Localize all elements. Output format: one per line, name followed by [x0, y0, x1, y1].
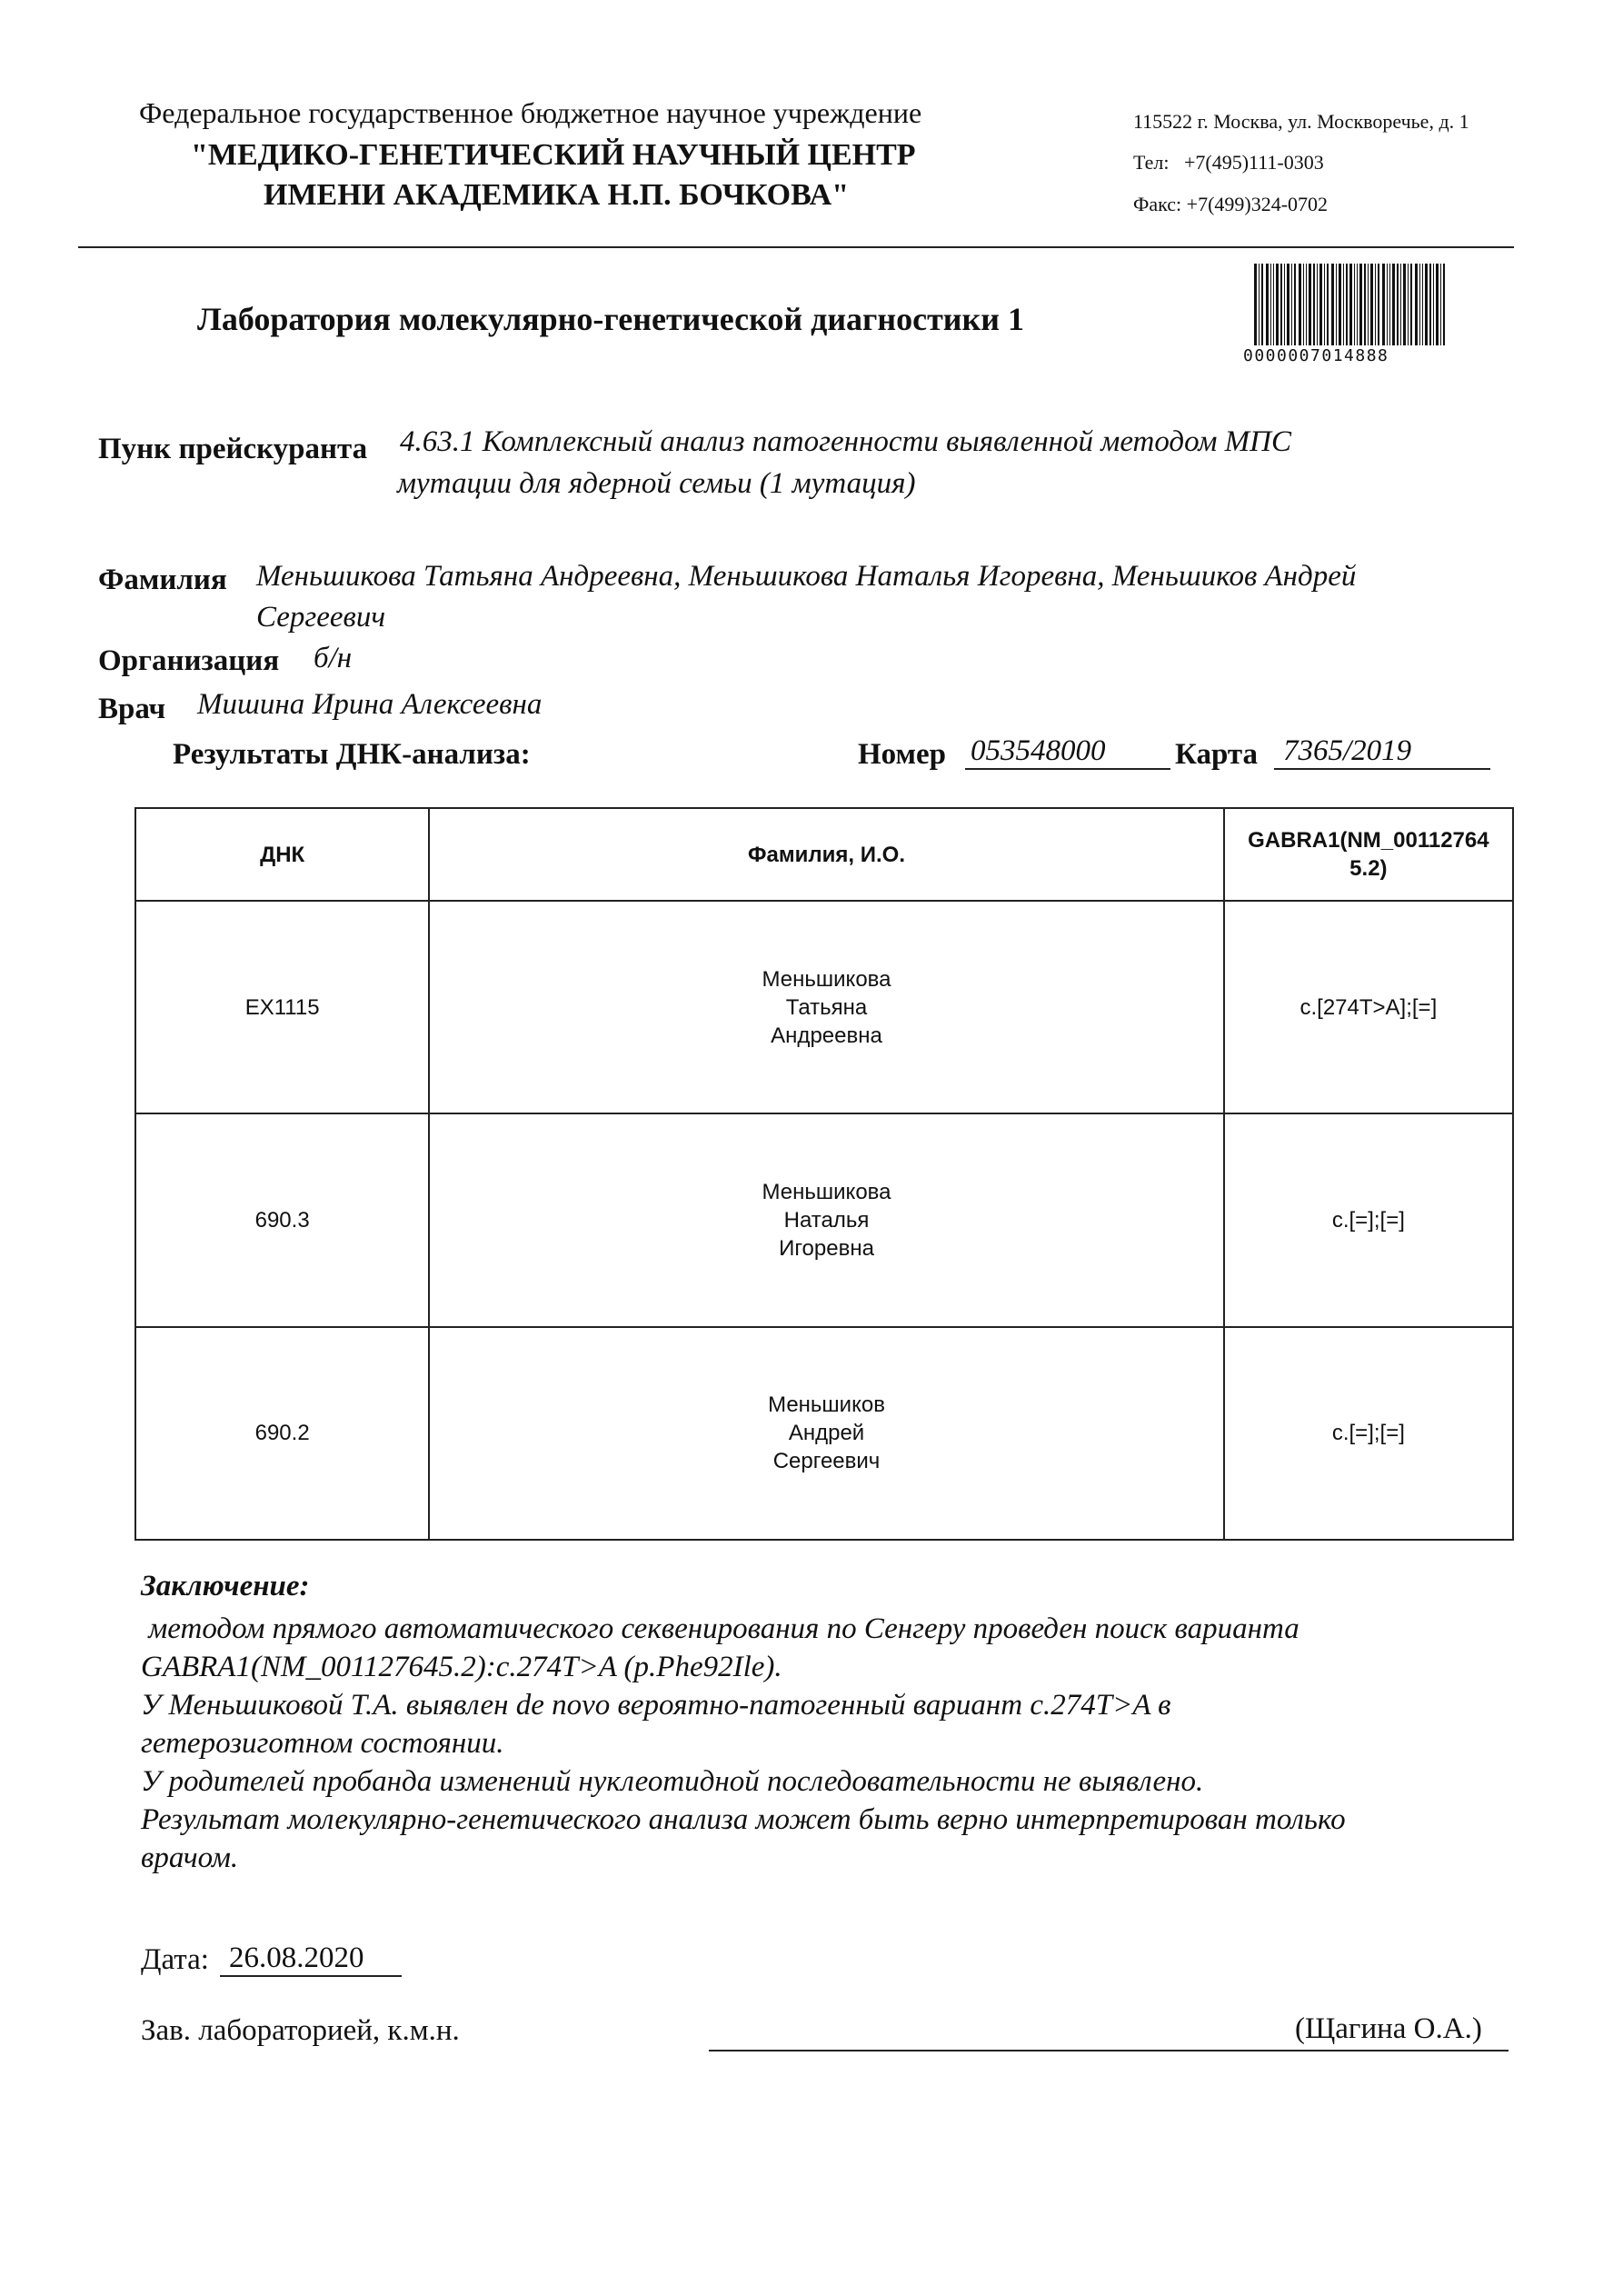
name-line: Меньшикова [762, 966, 891, 992]
date-label: Дата: [141, 1943, 209, 1976]
table-row [135, 1113, 1513, 1326]
table-row [135, 1327, 1513, 1540]
conclusion-line: методом прямого автоматического секвенирования по Сенгеру проведен поиск варианта [141, 1612, 1299, 1645]
signature-line [709, 2050, 1508, 2051]
cell-result: c.[274T>A];[=] [1224, 901, 1513, 1113]
name-line: Андреевна [771, 1023, 882, 1048]
cell-result: c.[=];[=] [1224, 1327, 1513, 1540]
surname-value-line-2: Сергеевич [256, 601, 386, 634]
fax: Факс: +7(499)324-0702 [1133, 193, 1329, 215]
results-table [134, 807, 1514, 1541]
surname-value-line-1: Меньшикова Татьяна Андреевна, Меньшикова Наталья Игоревна, Меньшиков Андрей [256, 560, 1357, 593]
phone: Тел: +7(495)111-0303 [1133, 151, 1324, 174]
address: 115522 г. Москва, ул. Москворечье, д. 1 [1133, 110, 1469, 133]
cell-name [429, 901, 1223, 1113]
conclusion-line: У родителей пробанда изменений нуклеотидной последовательности не выявлено. [141, 1765, 1204, 1798]
institution-line-2: "МЕДИКО-ГЕНЕТИЧЕСКИЙ НАУЧНЫЙ ЦЕНТР [191, 138, 916, 172]
number-label: Номер [858, 738, 947, 771]
conclusion-line: GABRA1(NM_001127645.2):c.274T>A (p.Phe92Ile). [141, 1651, 782, 1683]
cell-dna: 690.2 [135, 1327, 429, 1540]
name-line: Андрей [788, 1421, 865, 1446]
lab-title: Лаборатория молекулярно-генетической диагностики 1 [197, 301, 1025, 337]
date-value: 26.08.2020 [220, 1942, 402, 1977]
surname-label: Фамилия [98, 564, 227, 596]
cell-dna: 690.3 [135, 1113, 429, 1326]
name-line: Татьяна [785, 994, 868, 1020]
lab-head-label: Зав. лабораторией, к.м.н. [141, 2014, 460, 2047]
price-item-label: Пунк прейскуранта [98, 433, 368, 465]
name-line: Игоревна [779, 1235, 874, 1261]
header-divider [78, 246, 1514, 248]
signer-name: (Щагина О.А.) [1295, 2012, 1482, 2045]
organization-value: б/н [314, 642, 353, 674]
cell-name [429, 1327, 1223, 1540]
conclusion-line: гетерозиготном состоянии. [141, 1727, 504, 1760]
barcode-number: 0000007014888 [1243, 346, 1389, 365]
header-gene-text: GABRA1(NM_001127645.2) [1248, 828, 1489, 881]
table-row [135, 901, 1513, 1113]
card-label: Карта [1175, 738, 1259, 771]
name-line: Меньшикова [762, 1179, 891, 1204]
table-header-row [135, 808, 1513, 901]
price-item-value-line-1: 4.63.1 Комплексный анализ патогенности выявленной методом МПС [400, 425, 1292, 458]
doctor-value: Мишина Ирина Алексеевна [197, 688, 543, 721]
conclusion-title: Заключение: [141, 1570, 310, 1602]
doctor-label: Врач [98, 693, 166, 725]
number-value: 053548000 [965, 734, 1170, 770]
name-line: Наталья [783, 1207, 870, 1233]
results-label: Результаты ДНК-анализа: [173, 738, 531, 771]
organization-label: Организация [98, 644, 280, 677]
conclusion-line: У Меньшиковой Т.А. выявлен de novo вероятно-патогенный вариант c.274T>A в [141, 1689, 1171, 1722]
institution-line-1: Федеральное государственное бюджетное научное учреждение [139, 96, 922, 129]
institution-line-3: ИМЕНИ АКАДЕМИКА Н.П. БОЧКОВА" [264, 178, 850, 212]
name-line: Сергеевич [772, 1449, 881, 1474]
name-line: Меньшиков [768, 1393, 885, 1418]
card-value: 7365/2019 [1274, 734, 1490, 770]
conclusion-line: врачом. [141, 1842, 239, 1874]
price-item-value-line-2: мутации для ядерной семьи (1 мутация) [397, 467, 916, 500]
header-name: Фамилия, И.О. [429, 808, 1223, 901]
header-gene [1224, 808, 1513, 901]
barcode-icon [1254, 264, 1445, 345]
conclusion-line: Результат молекулярно-генетического анализа может быть верно интерпретирован только [141, 1803, 1346, 1836]
header-dna: ДНК [135, 808, 429, 901]
cell-result: c.[=];[=] [1224, 1113, 1513, 1326]
cell-name [429, 1113, 1223, 1326]
cell-dna: EX1115 [135, 901, 429, 1113]
